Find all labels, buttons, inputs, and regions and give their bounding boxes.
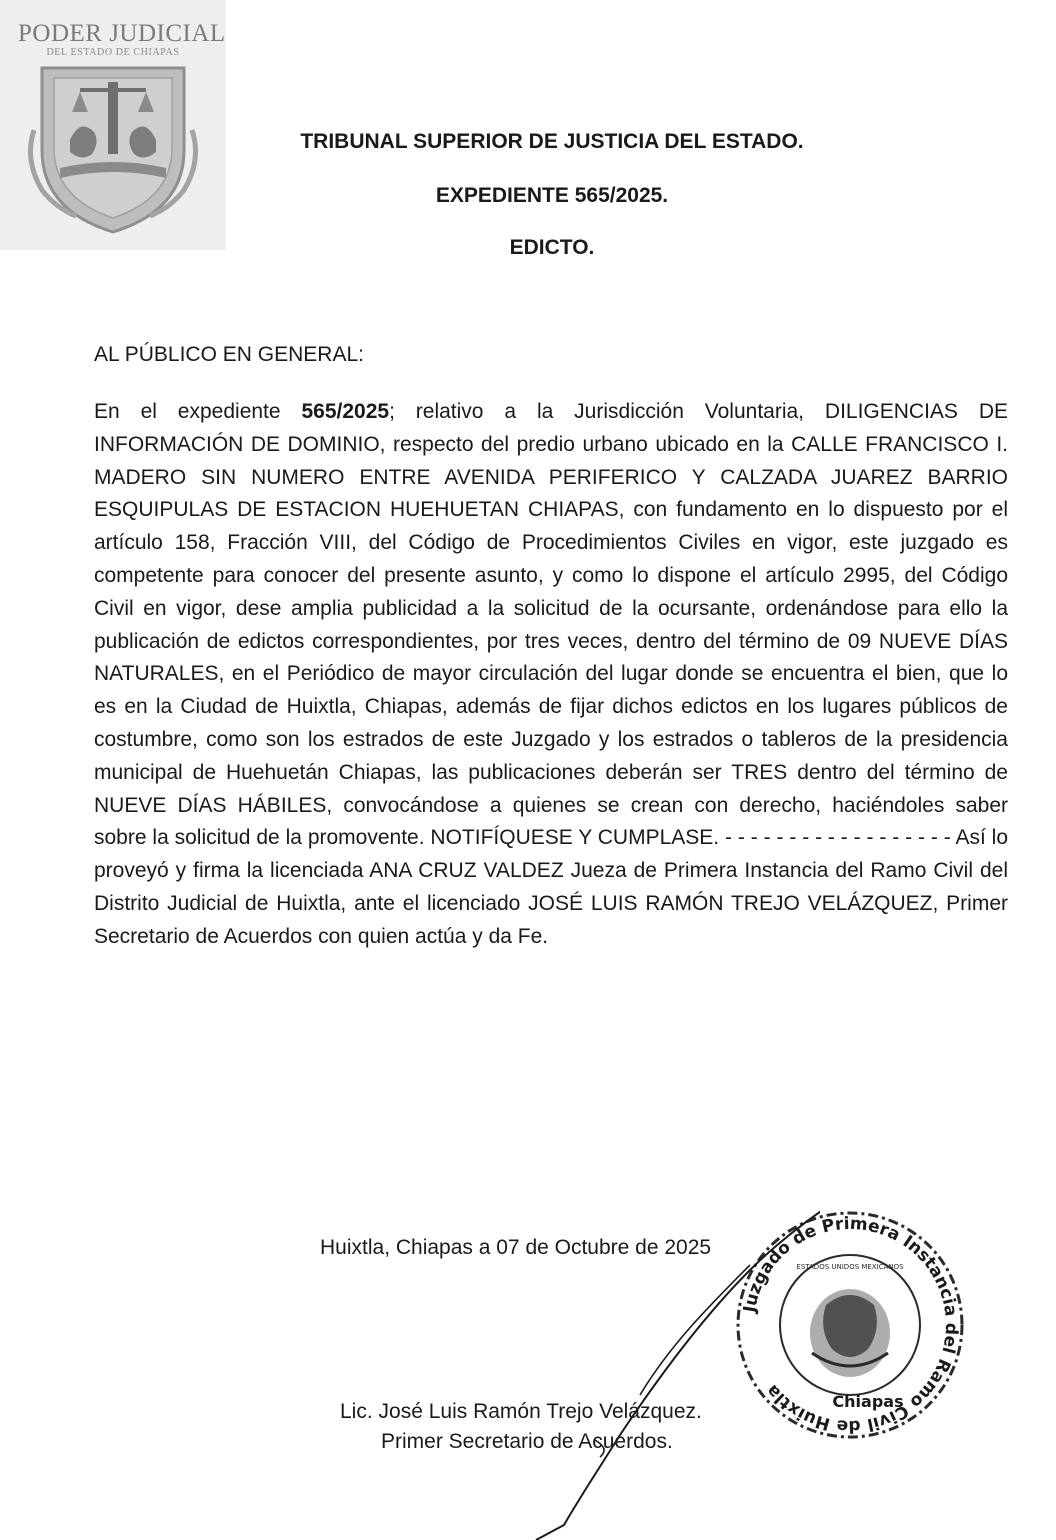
signatory-name: Lic. José Luis Ramón Trejo Velázquez. xyxy=(340,1400,702,1423)
case-number-heading: EXPEDIENTE 565/2025. xyxy=(435,184,669,207)
seal-bottom-text: Chiapas xyxy=(832,1392,904,1411)
case-number-inline: 565/2025 xyxy=(301,400,390,423)
court-heading: TRIBUNAL SUPERIOR DE JUSTICIA DEL ESTADO. xyxy=(300,130,804,153)
poder-judicial-logo xyxy=(0,0,226,250)
logo-subtitle: DEL ESTADO DE CHIAPAS xyxy=(46,47,180,58)
seal-inner-text: ESTADOS UNIDOS MEXICANOS xyxy=(796,1263,904,1271)
eagle-emblem-icon xyxy=(810,1289,890,1377)
logo-title: PODER JUDICIAL xyxy=(18,20,226,47)
document-type-heading: EDICTO. xyxy=(509,236,595,259)
seal-ring-text: Juzgado de Primera Instancia del Ramo Civil de Huixtla xyxy=(739,1213,962,1437)
handwritten-signature-icon xyxy=(500,1205,820,1540)
body-text-main: ; relativo a la Jurisdicción Voluntaria, DILIGENCIAS DE INFORMACIÓN DE DOMINIO, respecto del predio urbano ubicado en la CALLE FRANCISCO I. MADERO SIN NUMERO ENTRE AVENIDA PERIFERICO Y CALZADA JUAREZ BARRIO ESQUIPULAS DE ESTACION HUEHUETAN CHIAPAS, con fundamento en lo dispuesto por el artículo 158, Fracción VIII, del Código de Procedimientos Civiles en vigor, este juzgado es competente para conocer del presente asunto, y como lo dispone el artículo 2995, del Código Civil en vigor, dese amplia publicidad a la solicitud de la ocursante, ordenándose para ello la publicación de edictos correspondientes, por tres veces, dentro del término de 09 NUEVE DÍAS NATURALES, en el Periódico de mayor circulación del lugar donde se encuentra el bien, que lo es en la Ciudad de Huixtla, Chiapas, además de fijar dichos edictos en los lugares públicos de costumbre, como son los estrados de este Juzgado y los estrados o tableros de la presidencia municipal de Huehuetán Chiapas, las publicaciones deberán ser TRES dentro del término de NUEVE DÍAS HÁBILES, convocándose a quienes se crean con derecho, haciéndoles saber sobre la solicitud de la promovente. NOTIFÍQUESE Y CUMPLASE. - - - - - - - - - - - - - - - - - - Así lo proveyó y firma la licenciada ANA CRUZ VALDEZ Jueza de Primera Instancia del Ramo Civil del Distrito Judicial de Huixtla, ante el licenciado JOSÉ LUIS RAMÓN TREJO VELÁZQUEZ, Primer Secretario de Acuerdos con quien actúa y da Fe. xyxy=(94,400,1009,948)
signatory-title: Primer Secretario de Acuerdos. xyxy=(381,1430,673,1453)
salutation: AL PÚBLICO EN GENERAL: xyxy=(94,343,364,366)
edict-body xyxy=(94,396,1008,954)
body-text-intro: En el expediente xyxy=(94,400,302,423)
place-date: Huixtla, Chiapas a 07 de Octubre de 2025 xyxy=(320,1236,712,1259)
